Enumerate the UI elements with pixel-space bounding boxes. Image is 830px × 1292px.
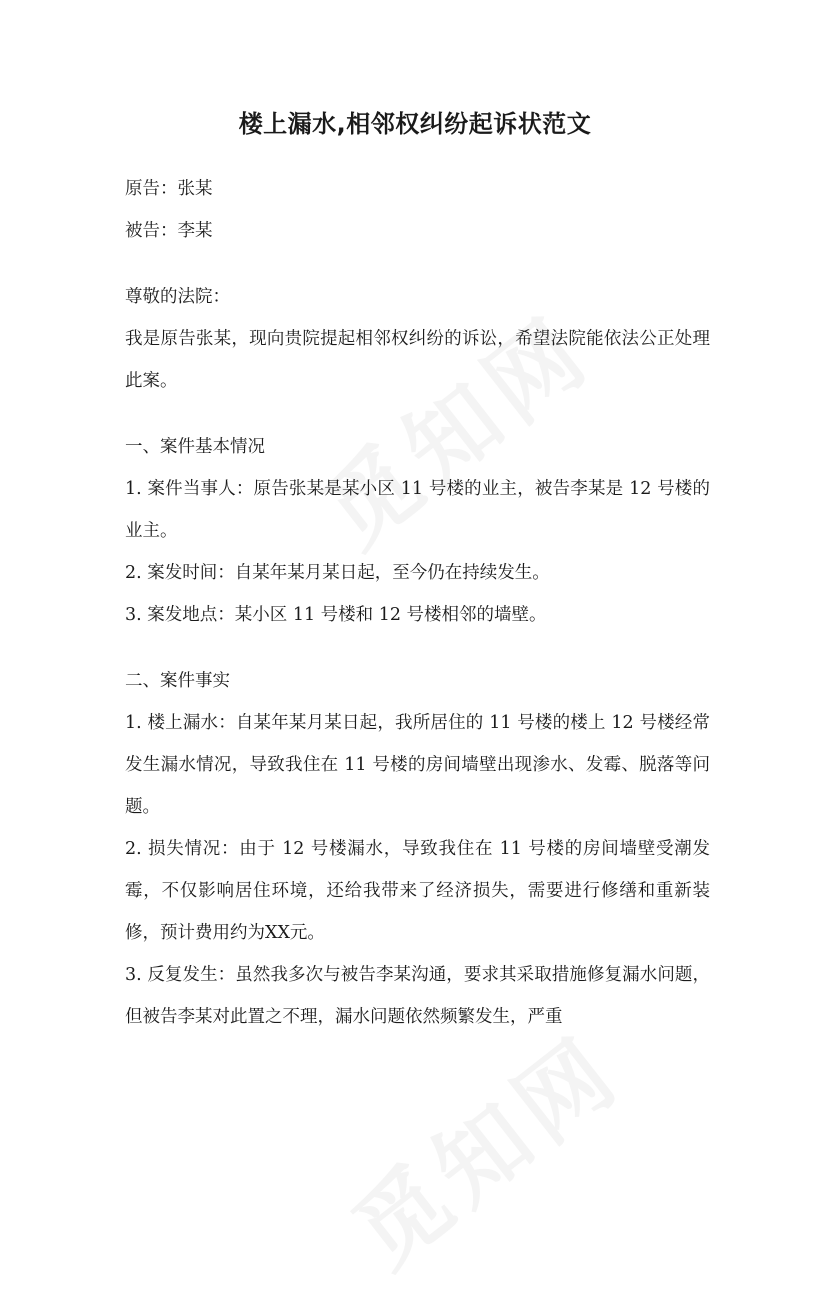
basic-info-item: 2. 案发时间：自某年某月某日起，至今仍在持续发生。 [125, 563, 550, 583]
plaintiff-line: 原告：张某 [125, 179, 213, 199]
watermark-bottom [322, 1000, 644, 1292]
document-title: 楼上漏水,相邻权纠纷起诉状范文 [238, 110, 592, 138]
case-fact-item: 1. 楼上漏水：自某年某月某日起，我所居住的 11 号楼的楼上 12 号楼经常发生漏水情况，导致我住在 11 号楼的房间墙壁出现渗水、发霉、脱落等问题。 [125, 713, 710, 817]
case-fact-item: 2. 损失情况：由于 12 号楼漏水，导致我住在 11 号楼的房间墙壁受潮发霉，不仅影响居住环境，还给我带来了经济损失，需要进行修缮和重新装修，预计费用约为XX元。 [125, 839, 710, 943]
case-fact-item: 3. 反复发生：虽然我多次与被告李某沟通，要求其采取措施修复漏水问题，但被告李某对此置之不理，漏水问题依然频繁发生，严重 [125, 965, 710, 1027]
salutation: 尊敬的法院： [125, 287, 230, 307]
intro-paragraph: 我是原告张某，现向贵院提起相邻权纠纷的诉讼，希望法院能依法公正处理此案。 [125, 329, 710, 391]
basic-info-item: 1. 案件当事人：原告张某是某小区 11 号楼的业主，被告李某是 12 号楼的业主。 [125, 479, 710, 541]
document-body [125, 168, 710, 1038]
basic-info-item: 3. 案发地点：某小区 11 号楼和 12 号楼相邻的墙壁。 [125, 605, 547, 625]
defendant-line: 被告：李某 [125, 221, 213, 241]
section-heading-case-facts: 二、案件事实 [125, 671, 230, 691]
section-heading-basic-info: 一、案件基本情况 [125, 437, 265, 457]
